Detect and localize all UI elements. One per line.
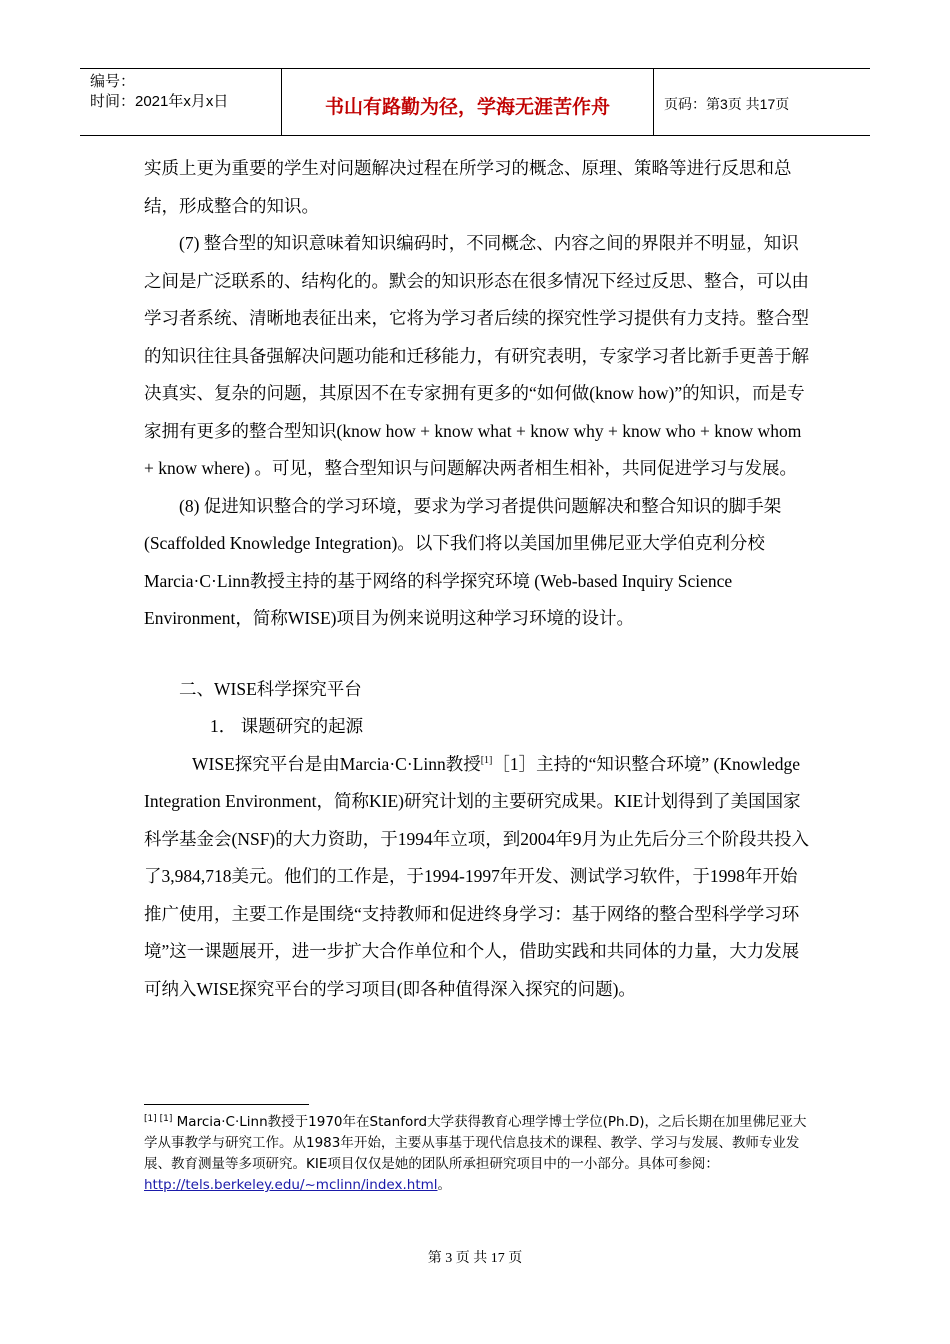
header-meta bbox=[80, 69, 282, 135]
paragraph bbox=[144, 746, 814, 1009]
footnote-link[interactable]: http://tels.berkeley.edu/~mclinn/index.html bbox=[144, 1177, 438, 1193]
document-number: 编号： bbox=[90, 73, 136, 90]
footnote-end: 。 bbox=[437, 1177, 452, 1193]
subsection-heading: 1． 课题研究的起源 bbox=[210, 716, 364, 736]
paragraph-text: WISE探究平台是由Marcia·C·Linn教授 bbox=[192, 753, 481, 774]
paragraph-gap bbox=[144, 638, 814, 671]
page-number: 第 3 页 共 17 页 bbox=[427, 1251, 523, 1266]
footnote-reference[interactable]: [1] bbox=[480, 754, 493, 766]
section-heading: 二、WISE科学探究平台 bbox=[179, 678, 362, 699]
paragraph: (7) 整合型的知识意味着知识编码时，不同概念、内容之间的界限并不明显，知识之间是广泛联系的、结构化的。默会的知识形态在很多情况下经过反思、整合，可以由学习者系统、清晰地表征出来，它将为学习者后续的探究性学习提供有力支持。整合型的知识往往具备强解决问题功能和迁移能力，有研究表明，专家学习者比新手更善于解决真实、复杂的问题，其原因不在专家拥有更多的“如何做(know how)”的知识，而是专家拥有更多的整合型知识(know how + know what + know why + know who + know whom + know where) 。可见，整合型知识与问题解决两者相生相补，共同促进学习与发展。 bbox=[144, 233, 809, 478]
body-text bbox=[144, 150, 814, 1008]
footnote-separator bbox=[144, 1104, 309, 1105]
page-header bbox=[80, 68, 870, 136]
header-page-info: 页码：第3页 共17页 bbox=[664, 96, 790, 112]
paragraph-text: ［1］主持的“知识整合环境” (Knowledge Integration Environment，简称KIE)研究计划的主要研究成果。KIE计划得到了美国国家科学基金会(NSF)的大力资助，于1994年立项，到2004年9月为止先后分三个阶段共投入了3,984,718美元。他们的工作是，于1994-1997年开发、测试学习软件，于1998年开始推广使用，主要工作是围绕“支持教师和促进终身学习：基于网络的整合型科学学习环境”这一课题展开，进一步扩大合作单位和个人，借助实践和共同体的力量，大力发展可纳入WISE探究平台的学习项目(即各种值得深入探究的问题)。 bbox=[144, 753, 810, 999]
footnote-marker: [1] [1] bbox=[144, 1114, 173, 1124]
header-motto: 书山有路勤为径，学海无涯苦作舟 bbox=[282, 69, 654, 135]
footnote-text: Marcia·C·Linn教授于1970年在Stanford大学获得教育心理学博士学位(Ph.D)，之后长期在加里佛尼亚大学从事教学与研究工作。从1983年开始，主要从事基于现代信息技术的课程、教学、学习与发展、教师专业发展、教育测量等多项研究。KIE项目仅仅是她的团队所承担研究项目中的一小部分。具体可参阅： bbox=[144, 1114, 807, 1172]
paragraph: (8) 促进知识整合的学习环境，要求为学习者提供问题解决和整合知识的脚手架(Scaffolded Knowledge Integration)。以下我们将以美国加里佛尼亚大学伯克利分校Marcia·C·Linn教授主持的基于网络的科学探究环境 (Web-based Inquiry Science Environment，简称WISE)项目为例来说明这种学习环境的设计。 bbox=[144, 495, 782, 628]
paragraph: 实质上更为重要的学生对问题解决过程在所学习的概念、原理、策略等进行反思和总结，形成整合的知识。 bbox=[144, 158, 792, 216]
document-date: 时间：2021年x月x日 bbox=[90, 93, 229, 110]
footnote bbox=[144, 1112, 809, 1196]
